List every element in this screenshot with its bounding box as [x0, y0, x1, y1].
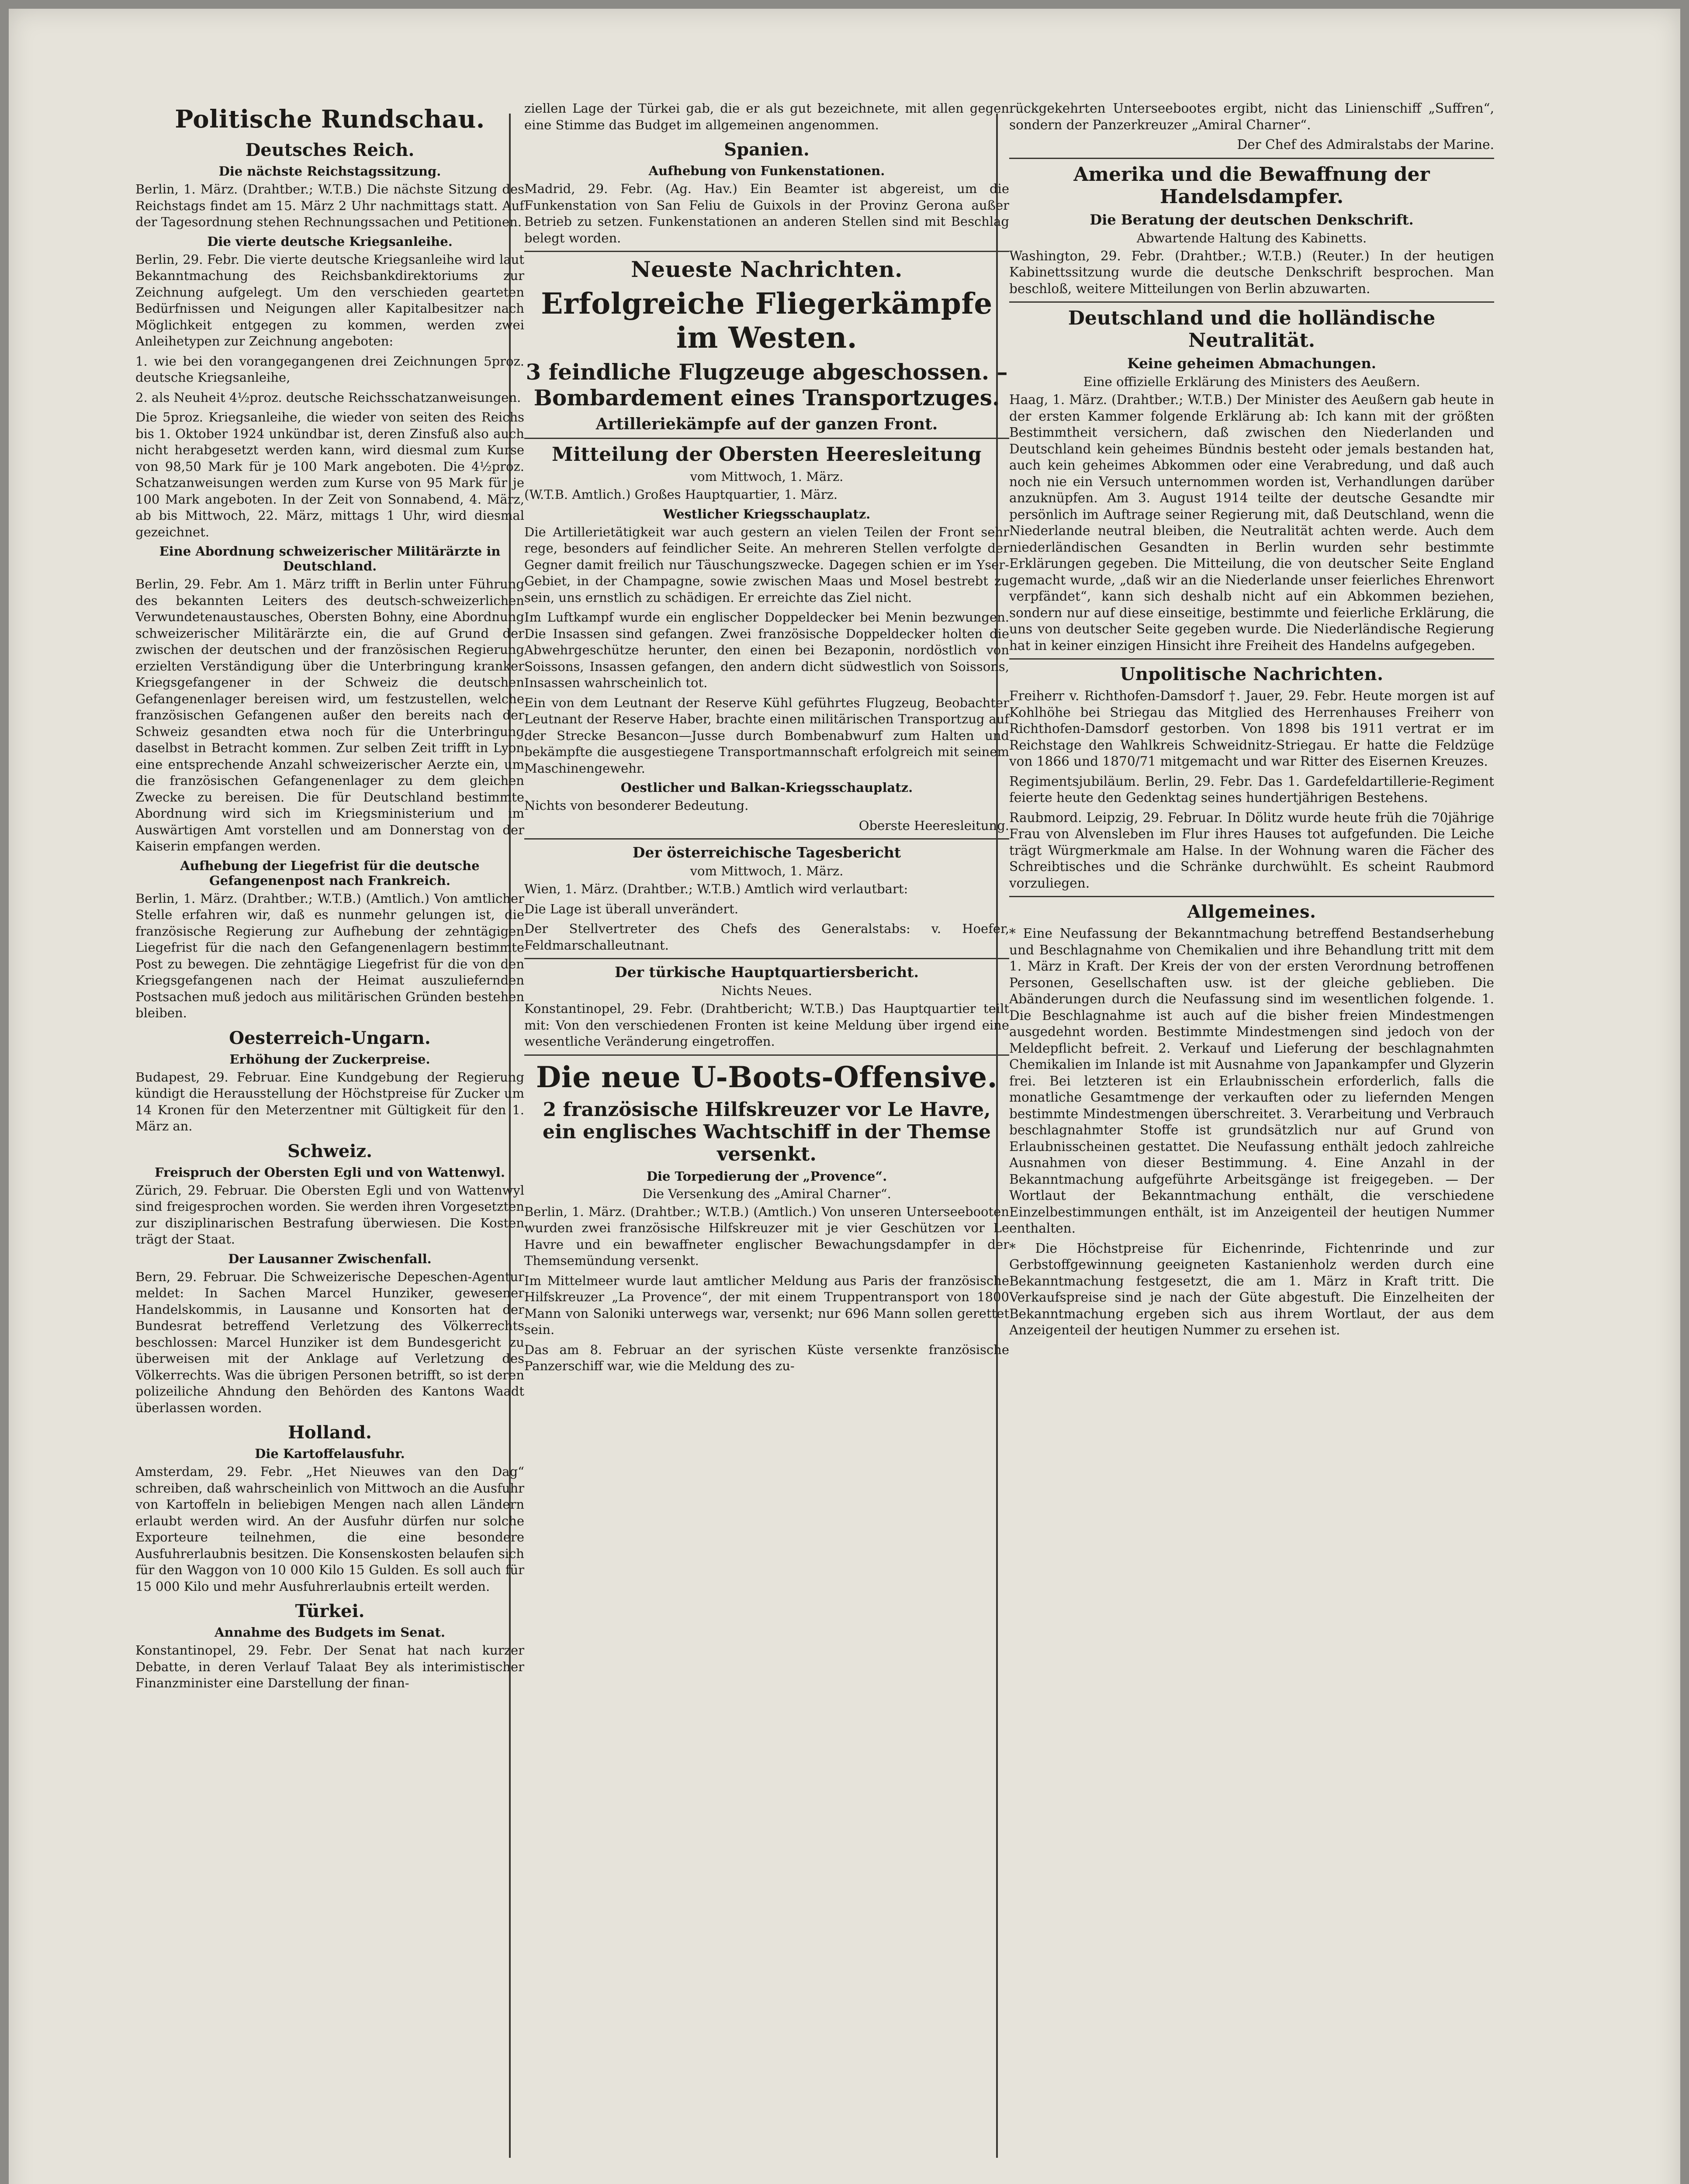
column-2: [524, 100, 1009, 1378]
headline: Deutschland und die holländische Neutralität.: [1068, 307, 1436, 352]
article-text: (W.T.B. Amtlich.) Großes Hauptquartier, 1. März.: [524, 487, 838, 502]
section-heading: Spanien.: [724, 139, 810, 160]
article-heading: Die nächste Reichstagssitzung.: [218, 164, 441, 179]
subheadline: 3 feindliche Flugzeuge abgeschossen. – Bombardement eines Transportzuges.: [526, 359, 1008, 411]
article-heading: Eine Abordnung schweizerischer Militärärzte in Deutschland.: [159, 544, 501, 574]
article-text: Regimentsjubiläum. Berlin, 29. Febr. Das 1. Gardefeldartillerie-Regiment feierte heute den Gedenktag seines hundertjährigen Bestehens.: [1009, 774, 1494, 805]
article-text: Bern, 29. Februar. Die Schweizerische Depeschen-Agentur meldet: In Sachen Marcel Hunziker, gewesener Handelskommis, in Lausanne und Konsorten hat der Bundesrat betreffend Verletzung des Völkerrechts beschlossen: Marcel Hunziker ist dem Bundesgericht zu überweisen mit der Anklage auf Verletzung des Völkerrechts. Was die übrigen Personen betrifft, so ist deren polizeiliche Ahndung den Behörden des Kantons Waadt überlassen worden.: [135, 1269, 524, 1415]
article-text: Berlin, 29. Febr. Die vierte deutsche Kriegsanleihe wird laut Bekanntmachung des Reichsbankdirektoriums zur Zeichnung aufgelegt. Um den verschieden gearteten Bedürfnissen und Neigungen aller Kapitalbesitzer nach Möglichkeit entgegen zu kommen, werden zwei Anleihetypen zur Zeichnung angeboten:: [135, 252, 524, 349]
article-text: Amsterdam, 29. Febr. „Het Nieuwes van den Dag“ schreiben, daß wahrscheinlich von Mittwoch an die Ausfuhr von Kartoffeln in beliebigen Mengen nach allen Ländern erlaubt werden wird. An der Ausfuhr dürfen nur solche Exporteure teilnehmen, die eine besondere Ausfuhrerlaubnis besitzen. Die Konsenskosten belaufen sich für den Waggon von 10 000 Kilo 15 Gulden. Es soll auch für 15 000 Kilo und mehr Ausfuhrerlaubnis erteilt werden.: [135, 1464, 524, 1594]
column-1: [135, 100, 524, 1695]
article-subheading: Eine offizielle Erklärung des Ministers des Aeußern.: [1083, 374, 1420, 389]
article-date: vom Mittwoch, 1. März.: [690, 469, 844, 484]
column-3: [1009, 100, 1494, 1342]
article-text: Der Stellvertreter des Chefs des Generalstabs: v. Hoefer, Feldmarschalleutnant.: [524, 921, 1009, 953]
headline: Erfolgreiche Fliegerkämpfe im Westen.: [541, 287, 993, 355]
article-text: Konstantinopel, 29. Febr. Der Senat hat nach kurzer Debatte, in deren Verlauf Talaat Bey als interimistischer Finanzminister eine Darstellung der finan-: [135, 1643, 524, 1690]
article-heading: Westlicher Kriegsschauplatz.: [663, 506, 871, 522]
article-heading: Oestlicher und Balkan-Kriegsschauplatz.: [620, 780, 913, 795]
article-text: Konstantinopel, 29. Febr. (Drahtbericht; W.T.B.) Das Hauptquartier teilt mit: Von den verschiedenen Fronten ist keine Meldung über irgend eine wesentliche Veränderung eingetroffen.: [524, 1001, 1009, 1049]
divider: [1009, 658, 1494, 660]
signature: Oberste Heeresleitung.: [858, 818, 1009, 833]
article-text: 2. als Neuheit 4½proz. deutsche Reichsschatzanweisungen.: [135, 390, 521, 405]
article-heading: Erhöhung der Zuckerpreise.: [229, 1051, 430, 1067]
article-text: * Die Höchstpreise für Eichenrinde, Fichtenrinde und zur Gerbstoffgewinnung geeigneten Kastanienholz werden durch eine Bekanntmachung festgesetzt, die am 1. März in Kraft tritt. Die Verkaufspreise sind je nach der Güte abgestuft. Die Einzelheiten der Bekanntmachung ergeben sich aus ihrem Wortlaut, der aus dem Anzeigenteil der heutigen Nummer zu ersehen ist.: [1009, 1241, 1494, 1337]
subheadline: Artilleriekämpfe auf der ganzen Front.: [595, 415, 938, 433]
section-title: Allgemeines.: [1187, 902, 1316, 922]
article-text: ziellen Lage der Türkei gab, die er als gut bezeichnete, mit allen gegen eine Stimme das Budget im allgemeinen angenommen.: [524, 101, 1009, 132]
article-text: * Eine Neufassung der Bekanntmachung betreffend Bestandserhebung und Beschlagnahme von Chemikalien und ihre Behandlung tritt mit dem 1. März in Kraft. Der Kreis der von der ersten Verordnung betroffenen Personen, Gesellschaften usw. ist der gleiche geblieben. Die Abänderungen durch die Neufassung sind im wesentlichen folgende. 1. Die Beschlagnahme ist auch auf die bisher freien Mindestmengen ausgedehnt worden. Bestimmte Mindestmengen sind jedoch von der Meldepflicht befreit. 2. Verkauf und Lieferung der beschlagnahmten Chemikalien im Inlande ist mit Ausnahme von Japankampfer und Glyzerin frei. Bei letzteren ist ein Erlaubnisschein erforderlich, falls die monatliche Gesamtmenge der verkauften oder zu liefernden Mengen bestimmte Mindestmengen überschreitet. 3. Verarbeitung und Verbrauch beschlagnahmter Stoffe ist grundsätzlich nur auf Grund von Erlaubnisscheinen gestattet. Die Neufassung enthält jedoch zahlreiche Ausnahmen von dieser Bestimmung. 4. Eine Anzahl in der Bekanntmachung aufgeführte Arbeitsgänge ist freigegeben. — Der Wortlaut der Bekanntmachung enthält, die verschiedene Einzelbestimmungen enthält, ist im Anzeigenteil der heutigen Nummer enthalten.: [1009, 926, 1494, 1236]
section-heading: Holland.: [288, 1422, 372, 1443]
article-heading: Der türkische Hauptquartiersbericht.: [615, 964, 919, 981]
article-heading: Die Kartoffelausfuhr.: [255, 1446, 405, 1461]
headline: Amerika und die Bewaffnung der Handelsdampfer.: [1073, 163, 1430, 208]
signature: Der Chef des Admiralstabs der Marine.: [1237, 137, 1494, 152]
article-heading: Aufhebung der Liegefrist für die deutsche Gefangenenpost nach Frankreich.: [180, 858, 480, 888]
article-text: Berlin, 1. März. (Drahtber.; W.T.B.) Die nächste Sitzung des Reichstags findet am 15. März 2 Uhr nachmittags statt. Auf der Tagesordnung stehen Rechnungssachen und Petitionen.: [135, 182, 524, 229]
section-heading: Schweiz.: [287, 1140, 373, 1161]
article-text: Berlin, 1. März. (Drahtber.; W.T.B.) (Amtlich.) Von amtlicher Stelle erfahren wir, daß es nunmehr gelungen ist, die französische Regierung zur Aufhebung der zehntägigen Liegefrist für die nach den Gefangenenlagern bestimmte Post zu bewegen. Die zehntägige Liegefrist für die von den Kriegsgefangenen nach der Heimat auszuliefernden Postsachen muß jedoch aus militärischen Gründen bestehen bleiben.: [135, 891, 524, 1020]
divider: [524, 958, 1009, 959]
article-heading: Die vierte deutsche Kriegsanleihe.: [207, 234, 453, 249]
article-text: Zürich, 29. Februar. Die Obersten Egli und von Wattenwyl sind freigesprochen worden. Sie werden ihren Vorgesetzten zur disziplinarischen Bestrafung überwiesen. Die Kosten trägt der Staat.: [135, 1182, 524, 1247]
article-heading: Der österreichische Tagesbericht: [632, 844, 901, 861]
article-text: Haag, 1. März. (Drahtber.; W.T.B.) Der Minister des Aeußern gab heute in der ersten Kammer folgende Erklärung ab: Ich kann mit der größten Bestimmtheit versichern, daß zwischen den Niederlanden und Deutschland kein geheimes Bündnis besteht oder jemals bestanden hat, auch kein geheimes Abkommen oder eine Verabredung, und daß auch noch nie ein Versuch unternommen worden ist, Verhandlungen darüber anzuknüpfen. Am 3. August 1914 teilte der deutsche Gesandte mir persönlich im Auftrage seiner Regierung mit, daß Deutschland, wenn die Niederlande neutral bleiben, die Neutralität achten werde. Auch dem niederländischen Gesandten in Berlin wurden sehr bestimmte Erklärungen gegeben. Die Mitteilung, die von deutscher Seite England gemacht wurde, „daß wir an die Niederlande unser feierliches Ehrenwort verpfändet“, kann sich deshalb nicht auf ein Abkommen beziehen, sondern nur auf diese einseitige, bestimmte und feierliche Erklärung, die uns von deutscher Seite gegeben wurde. Die Niederländische Regierung hat in keiner einzigen Hinsicht ihre Freiheit des Handelns aufgegeben.: [1009, 392, 1494, 653]
divider: [524, 438, 1009, 439]
article-text: Die 5proz. Kriegsanleihe, die wieder von seiten des Reichs bis 1. Oktober 1924 unkündbar ist, deren Zinsfuß also auch nicht herabgesetzt werden kann, wird diesmal zum Kurse von 98,50 Mark für je 100 Mark angeboten. Die 4½proz. Schatzanweisungen werden zum Kurse von 95 Mark für je 100 Mark angeboten. In der Zeit von Sonnabend, 4. März, ab bis Mittwoch, 22. März, mittags 1 Uhr, wird diesmal gezeichnet.: [135, 410, 524, 539]
article-text: Die Lage ist überall unverändert.: [524, 901, 738, 916]
article-heading: Aufhebung von Funkenstationen.: [648, 163, 885, 178]
divider: [1009, 896, 1494, 897]
article-heading: Annahme des Budgets im Senat.: [215, 1625, 445, 1640]
section-heading: Türkei.: [295, 1601, 365, 1621]
article-text: Nichts von besonderer Bedeutung.: [524, 798, 749, 813]
divider: [1009, 158, 1494, 159]
article-text: Ein von dem Leutnant der Reserve Kühl geführtes Flugzeug, Beobachter Leutnant der Reserve Haber, brachte einen militärischen Transportzug auf der Strecke Besancon—Jusse durch Bombenabwurf zum Halten und bekämpfte die ausgestiegene Transportmannschaft erfolgreich mit seinem Maschinengewehr.: [524, 695, 1009, 776]
article-text: Wien, 1. März. (Drahtber.; W.T.B.) Amtlich wird verlautbart:: [524, 881, 908, 896]
section-title: Politische Rundschau.: [175, 105, 485, 134]
article-text: Das am 8. Februar an der syrischen Küste versenkte französische Panzerschiff war, wie die Meldung des zu-: [524, 1342, 1009, 1373]
article-heading: Freispruch der Obersten Egli und von Wattenwyl.: [155, 1165, 505, 1180]
article-heading: Die Torpedierung der „Provence“.: [646, 1168, 887, 1184]
article-text: rückgekehrten Unterseebootes ergibt, nicht das Linienschiff „Suffren“, sondern der Panzerkreuzer „Amiral Charner“.: [1009, 101, 1494, 132]
article-heading: Der Lausanner Zwischenfall.: [228, 1251, 432, 1266]
article-text: Berlin, 1. März. (Drahtber.; W.T.B.) (Amtlich.) Von unseren Unterseebooten wurden zwei französische Hilfskreuzer mit je vier Geschützen vor Le Havre und ein bewaffneter englischer Bewachungsdampfer in der Themsemündung versenkt.: [524, 1204, 1009, 1268]
article-text: Berlin, 29. Febr. Am 1. März trifft in Berlin unter Führung des bekannten Leiters des deutsch-schweizerlichen Verwundetenaustausches, Obersten Bohny, eine Abordnung schweizerischer Militärärzte ein, die auf Grund der zwischen der deutschen und der französischen Regierung erzielten Verständigung über die Unterbringung kranker Kriegsgefangener in der Schweiz die deutschen Gefangenenlager bereisen wird, um festzustellen, welche französischen Gefangenen außer den bereits nach der Schweiz gesandten etwa noch für die Unterbringung daselbst in Betracht kommen. Zur selben Zeit trifft in Lyon eine entsprechende Anzahl schweizerischer Aerzte ein, um die französischen Gefangenenlager zu dem gleichen Zwecke zu bereisen. Die für Deutschland bestimmte Abordnung wird sich im Kriegsministerium und im Auswärtigen Amt vorstellen und am Donnerstag von der Kaiserin empfangen werden.: [135, 577, 524, 854]
section-title: Neueste Nachrichten.: [631, 256, 903, 282]
article-text: Im Mittelmeer wurde laut amtlicher Meldung aus Paris der französische Hilfskreuzer „La Provence“, der mit einem Truppentransport von 1800 Mann von Saloniki unterwegs war, versenkt; nur 696 Mann sollen gerettet sein.: [524, 1273, 1009, 1337]
subheadline: 2 französische Hilfskreuzer vor Le Havre, ein englisches Wachtschiff in der Themse versenkt.: [542, 1098, 991, 1165]
section-title: Unpolitische Nachrichten.: [1120, 664, 1384, 684]
article-text: Budapest, 29. Februar. Eine Kundgebung der Regierung kündigt die Herausstellung der Höchstpreise für Zucker um 14 Kronen für den Meterzentner mit Gültigkeit für den 1. März an.: [135, 1069, 524, 1133]
article-text: Washington, 29. Febr. (Drahtber.; W.T.B.) (Reuter.) In der heutigen Kabinettssitzung wurde die deutsche Denkschrift besprochen. Man beschloß, weitere Mitteilungen von Berlin abzuwarten.: [1009, 248, 1494, 296]
article-text: Raubmord. Leipzig, 29. Februar. In Dölitz wurde heute früh die 70jährige Frau von Alvensleben im Flur ihres Hauses tot aufgefunden. Die Leiche trägt Würgmerkmale am Halse. In der Wohnung waren die Fächer des Schreibtisches und die Schränke durchwühlt. Es scheint Raubmord vorzuliegen.: [1009, 810, 1494, 891]
divider: [524, 838, 1009, 840]
article-subheading: Abwartende Haltung des Kabinetts.: [1136, 230, 1367, 245]
divider: [524, 1054, 1009, 1056]
newspaper-page: [9, 9, 1680, 2184]
article-heading: Die Beratung der deutschen Denkschrift.: [1090, 211, 1414, 228]
article-text: Madrid, 29. Febr. (Ag. Hav.) Ein Beamter ist abgereist, um die Funkenstation von San Feliu de Guixols in der Provinz Gerona außer Betrieb zu setzen. Funkenstationen an anderen Stellen sind mit Beschlag belegt worden.: [524, 181, 1009, 245]
article-text: 1. wie bei den vorangegangenen drei Zeichnungen 5proz. deutsche Kriegsanleihe,: [135, 353, 524, 385]
article-subheading: Nichts Neues.: [721, 983, 812, 998]
divider: [524, 251, 1009, 252]
article-text: Die Artillerietätigkeit war auch gestern an vielen Teilen der Front sehr rege, besonders auf feindlicher Seite. An mehreren Stellen verfolgte der Gegner damit freilich nur Täuschungszwecke. Dagegen schien er im Yser-Gebiet, in der Champagne, sowie zwischen Maas und Mosel bestrebt zu sein, uns ernstlich zu schädigen. Er erreichte das Ziel nicht.: [524, 524, 1009, 605]
headline: Die neue U-Boots-Offensive.: [536, 1060, 998, 1094]
article-text: Freiherr v. Richthofen-Damsdorf †. Jauer, 29. Febr. Heute morgen ist auf Kohlhöhe bei Striegau das Mitglied des Herrenhauses Freiherr von Richthofen-Damsdorf gestorben. Von 1898 bis 1911 vertrat er im Reichstage den Wahlkreis Schweidnitz-Striegau. Er hatte die Feldzüge von 1866 und 1870/71 mitgemacht und war Ritter des Eisernen Kreuzes.: [1009, 688, 1494, 769]
article-text: Im Luftkampf wurde ein englischer Doppeldecker bei Menin bezwungen. Die Insassen sind gefangen. Zwei französische Doppeldecker holten die Abwehrgeschütze herunter, den einen bei Bezaponin, nordöstlich von Soissons, Insassen gefangen, den andern dicht südwestlich von Soissons, Insassen wahrscheinlich tot.: [524, 610, 1009, 690]
section-heading: Oesterreich-Ungarn.: [229, 1027, 431, 1048]
divider: [1009, 301, 1494, 303]
article-subheading: Die Versenkung des „Amiral Charner“.: [642, 1186, 891, 1201]
article-date: vom Mittwoch, 1. März.: [690, 864, 844, 878]
article-heading: Mitteilung der Obersten Heeresleitung: [552, 443, 982, 466]
article-heading: Keine geheimen Abmachungen.: [1127, 355, 1376, 372]
section-heading: Deutsches Reich.: [245, 140, 415, 160]
